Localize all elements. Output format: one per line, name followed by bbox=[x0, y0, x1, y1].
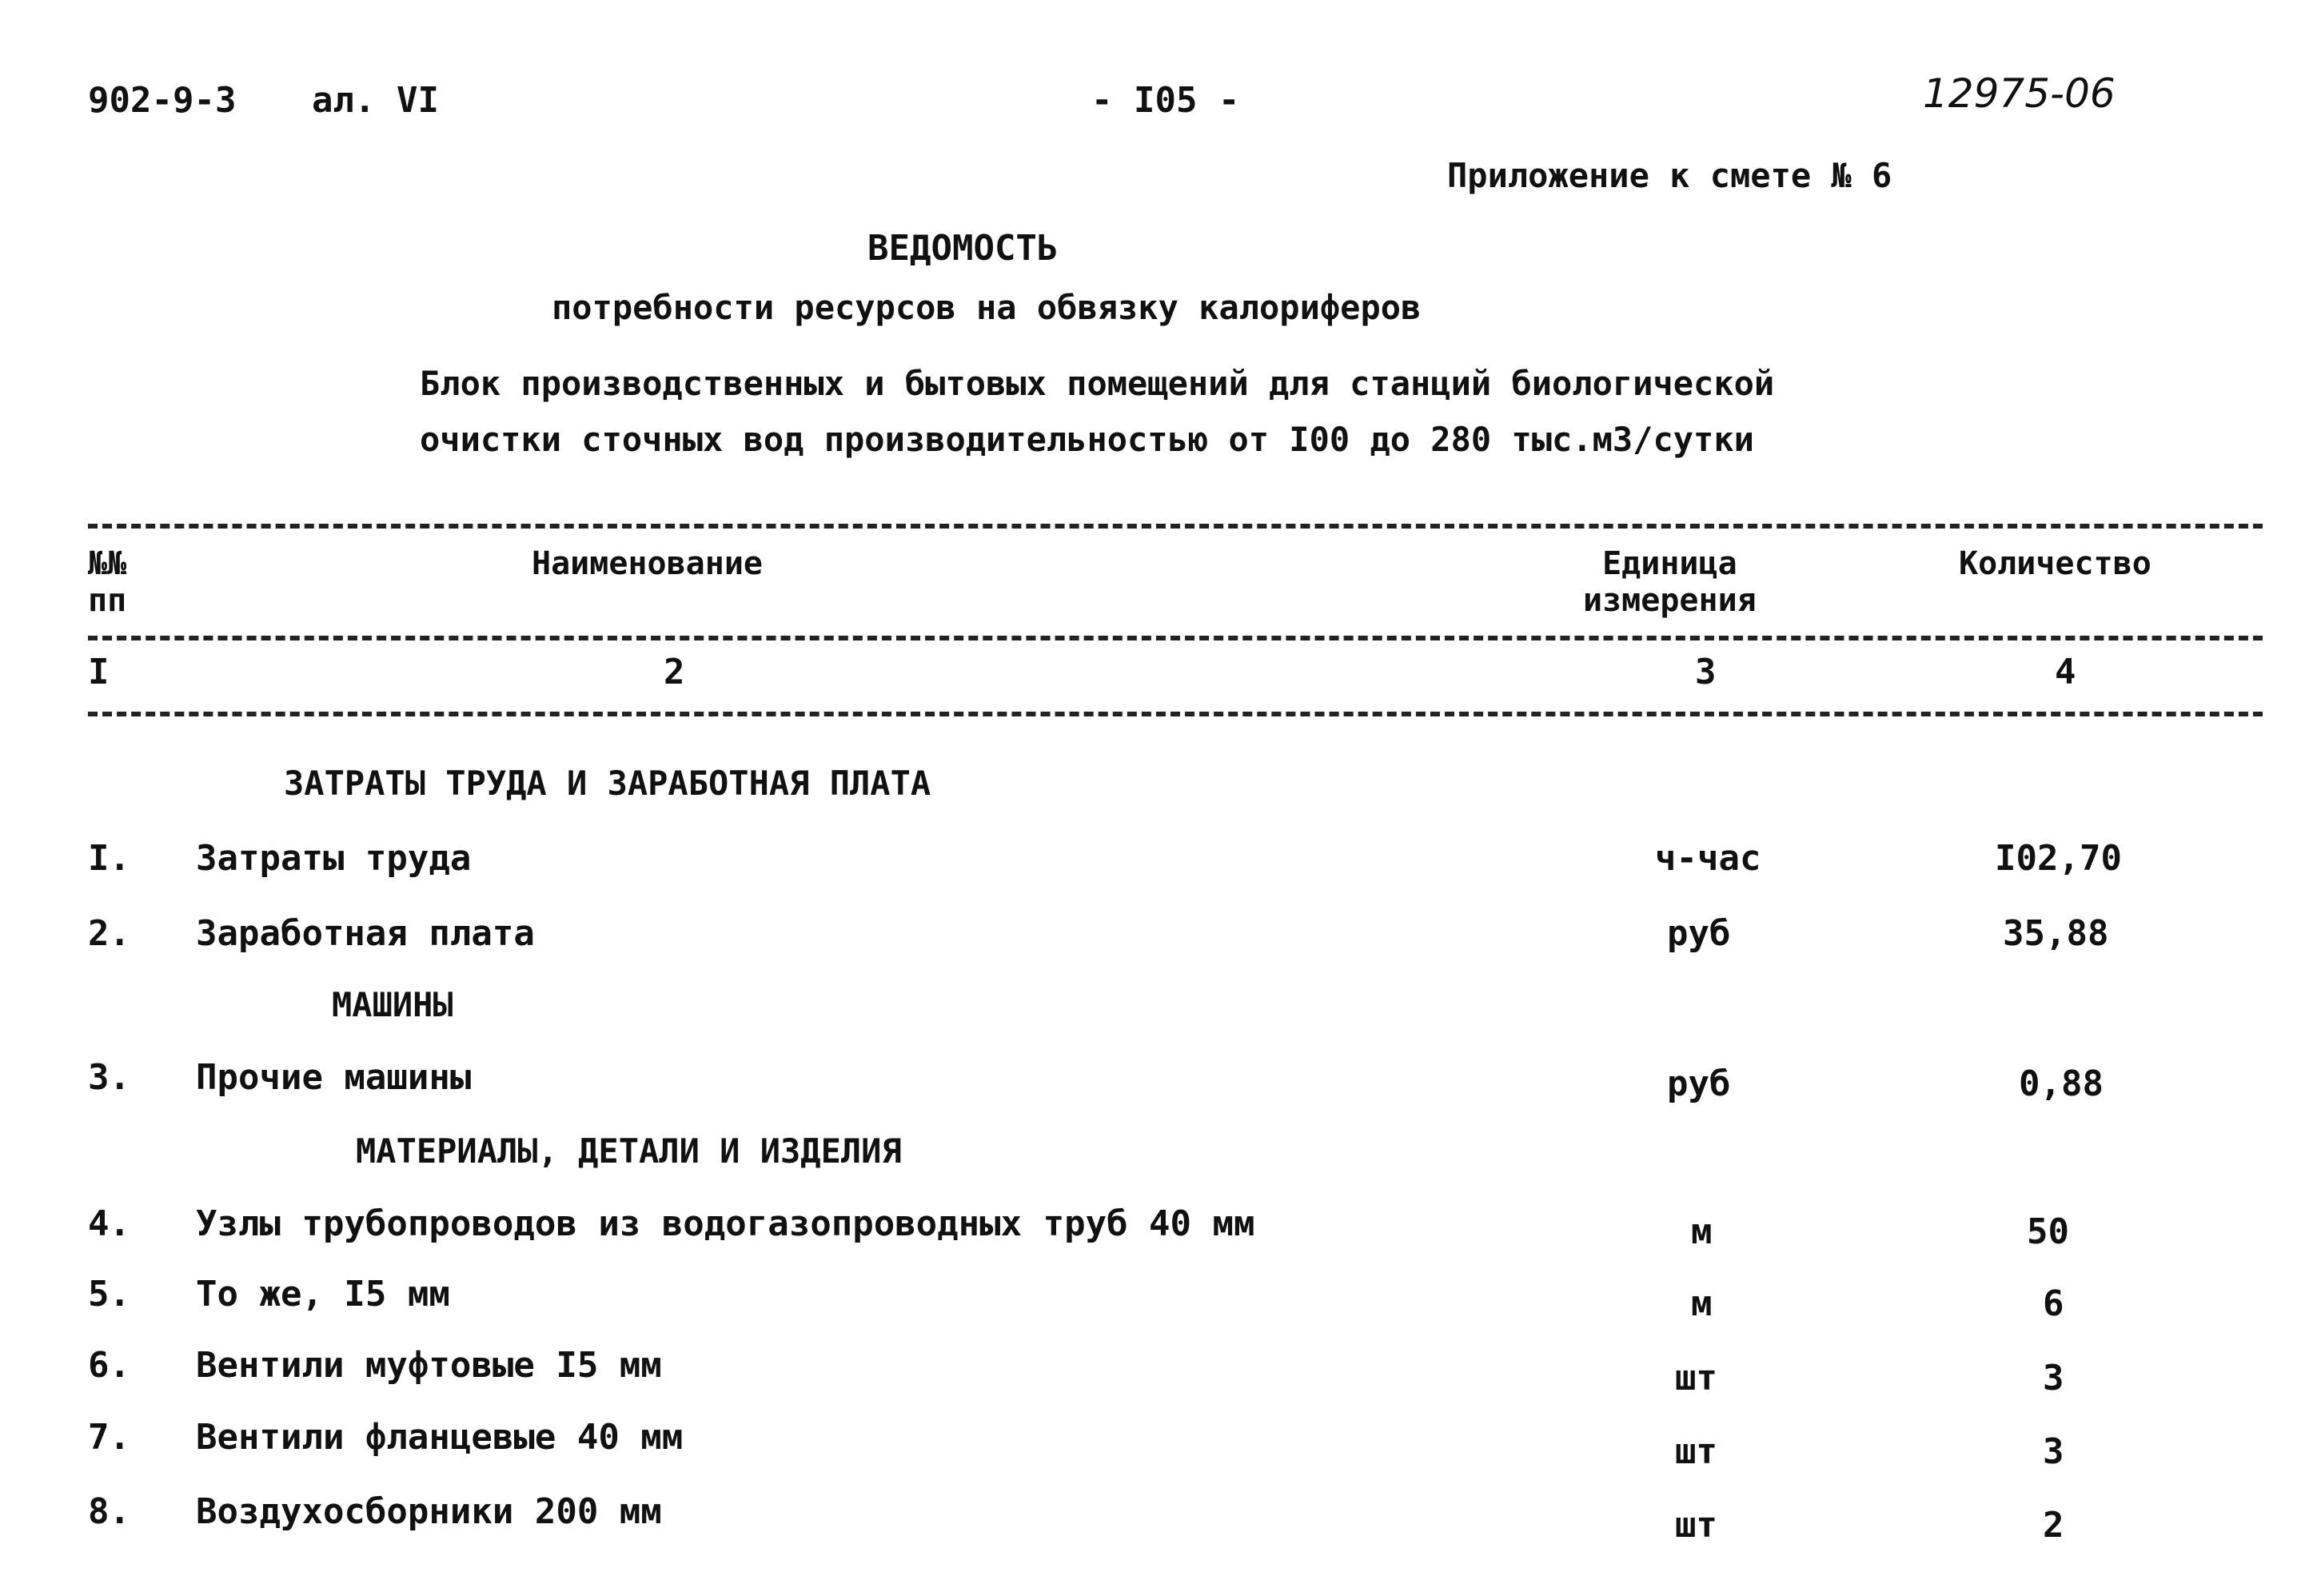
appendix-note: Приложение к смете № 6 bbox=[1447, 156, 1892, 195]
row-num: 2. bbox=[88, 913, 130, 954]
row-num: 6. bbox=[88, 1345, 130, 1386]
row-qty: 6 bbox=[2043, 1283, 2064, 1324]
row-unit: руб bbox=[1667, 1063, 1731, 1104]
album-label: ал. VI bbox=[312, 80, 439, 121]
section-title-machines: МАШИНЫ bbox=[332, 985, 453, 1024]
row-qty: 35,88 bbox=[2003, 913, 2109, 954]
row-unit: м bbox=[1691, 1211, 1713, 1252]
doc-number: 12975-06 bbox=[1923, 70, 2116, 117]
row-unit: ч-час bbox=[1655, 838, 1761, 879]
description-line-1: Блок производственных и бытовых помещений для станций биологической bbox=[420, 364, 1775, 403]
description-line-2: очистки сточных вод производительностью от I00 до 280 тыс.м3/сутки bbox=[420, 420, 1754, 459]
row-name: Заработная плата bbox=[196, 913, 535, 954]
row-qty: 50 bbox=[2027, 1211, 2069, 1252]
row-name: То же, I5 мм bbox=[196, 1274, 450, 1315]
table-top-rule bbox=[88, 524, 2263, 529]
row-qty: I02,70 bbox=[1995, 838, 2122, 879]
row-qty: 2 bbox=[2043, 1505, 2064, 1546]
row-qty: 0,88 bbox=[2019, 1063, 2104, 1104]
row-unit: шт bbox=[1675, 1431, 1717, 1472]
row-name: Узлы трубопроводов из водогазопроводных труб 40 мм bbox=[196, 1203, 1255, 1244]
header-num: №№ пп bbox=[88, 545, 127, 619]
row-unit: шт bbox=[1675, 1358, 1717, 1398]
column-number-3: 3 bbox=[1695, 652, 1717, 692]
row-unit: м bbox=[1691, 1283, 1713, 1324]
section-title-materials: МАТЕРИАЛЫ, ДЕТАЛИ И ИЗДЕЛИЯ bbox=[356, 1131, 902, 1171]
series-code: 902-9-3 bbox=[88, 80, 237, 121]
header-middle-rule bbox=[88, 636, 2263, 640]
row-name: Вентили фланцевые 40 мм bbox=[196, 1417, 684, 1458]
row-name: Вентили муфтовые I5 мм bbox=[196, 1345, 662, 1386]
row-name: Прочие машины bbox=[196, 1057, 472, 1098]
header-unit: Единица измерения bbox=[1583, 545, 1757, 619]
page-number: - I05 - bbox=[1091, 80, 1240, 121]
column-number-1: I bbox=[88, 652, 110, 692]
row-num: 4. bbox=[88, 1203, 130, 1244]
document-title: ВЕДОМОСТЬ bbox=[867, 228, 1059, 269]
header-qty: Количество bbox=[1959, 545, 2151, 582]
row-num: 8. bbox=[88, 1491, 130, 1532]
column-number-4: 4 bbox=[2055, 652, 2076, 692]
header-name: Наименование bbox=[532, 545, 763, 582]
row-num: I. bbox=[88, 838, 130, 879]
column-number-2: 2 bbox=[664, 652, 685, 692]
row-num: 3. bbox=[88, 1057, 130, 1098]
row-num: 5. bbox=[88, 1274, 130, 1315]
row-qty: 3 bbox=[2043, 1358, 2064, 1398]
row-unit: руб bbox=[1667, 913, 1731, 954]
document-subtitle: потребности ресурсов на обвязку калориферов bbox=[552, 288, 1422, 327]
row-num: 7. bbox=[88, 1417, 130, 1458]
section-title-labor: ЗАТРАТЫ ТРУДА И ЗАРАБОТНАЯ ПЛАТА bbox=[284, 764, 931, 803]
row-qty: 3 bbox=[2043, 1431, 2064, 1472]
row-name: Затраты труда bbox=[196, 838, 472, 879]
header-bottom-rule bbox=[88, 712, 2263, 716]
row-name: Воздухосборники 200 мм bbox=[196, 1491, 662, 1532]
row-unit: шт bbox=[1675, 1505, 1717, 1546]
